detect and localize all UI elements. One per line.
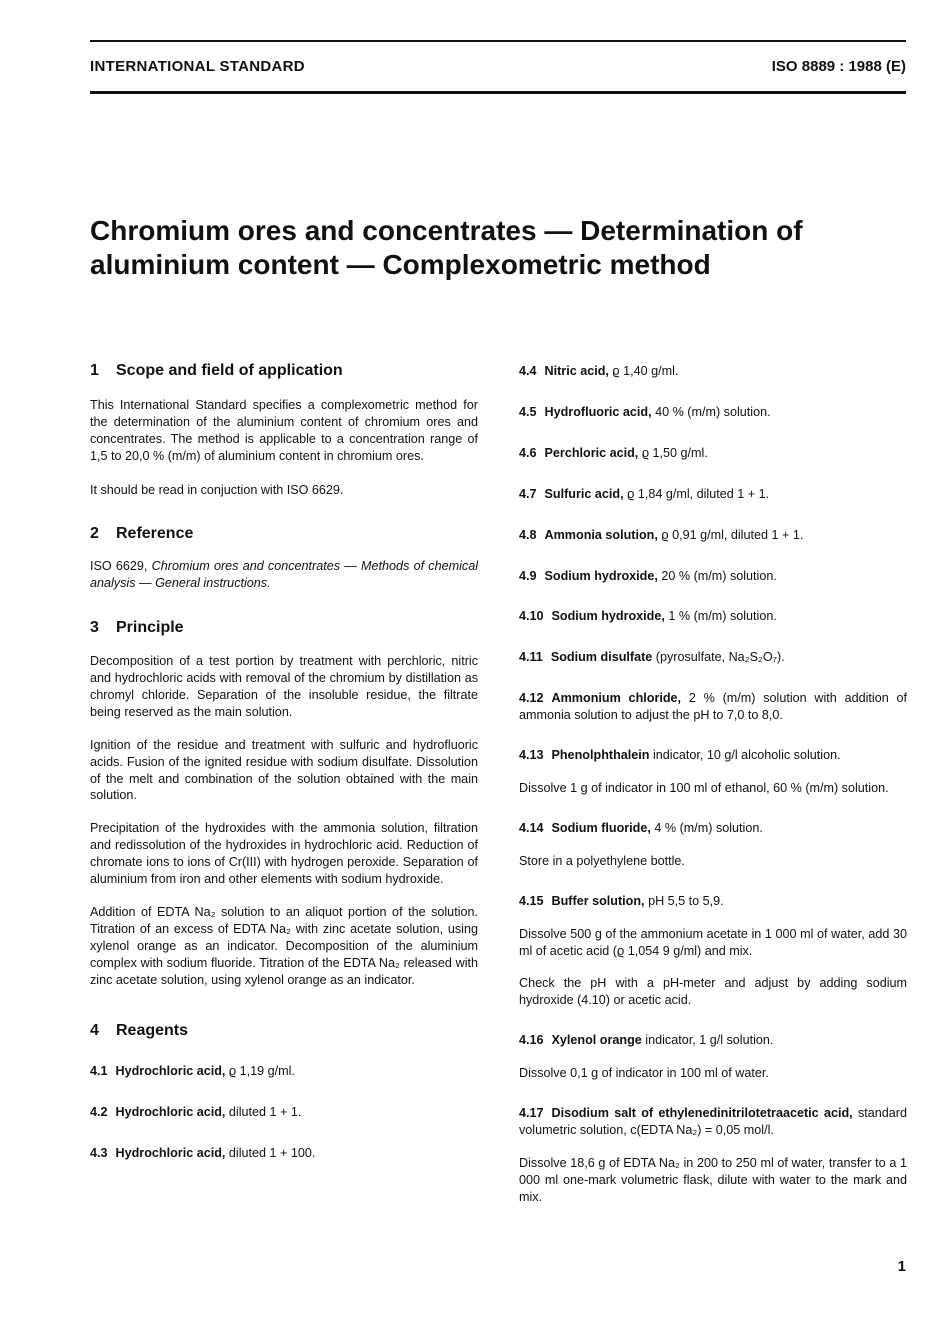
reagent-item: 4.12 Ammonium chloride, 2 % (m/m) solution with addition of ammonia solution to adjust the pH to 7,0 to 8,0.	[519, 691, 907, 723]
reagent-note: Dissolve 1 g of indicator in 100 ml of ethanol, 60 % (m/m) solution.	[519, 780, 889, 795]
reagent-item: 4.9 Sodium hydroxide, 20 % (m/m) solution.	[519, 568, 777, 583]
right-column	[519, 363, 907, 1206]
principle-paragraph-4: Addition of EDTA Na₂ solution to an aliquot portion of the solution. Titration of an excess of EDTA Na₂ with zinc acetate solution, using xylenol orange as an indicator. Decomposition of the aluminium complex with sodium fluoride. Titration of the EDTA Na₂ released with zinc acetate solution, using xylenol orange as an indicator.	[90, 904, 478, 987]
principle-paragraph-1: Decomposition of a test portion by treatment with perchloric, nitric and hydrochloric acids with removal of the chromium by distillation as chromyl chloride. Separation of the insoluble residue, the filtrate being reserved as the main solution.	[90, 654, 478, 719]
scope-paragraph: This International Standard specifies a complexometric method for the determination of the aluminium content of chromium ores and concentrates. The method is applicable to a concentration range of 1,5 to 20,0 % (m/m) of aluminium content in chromium ores.	[90, 397, 478, 463]
reagent-note: Dissolve 18,6 g of EDTA Na₂ in 200 to 250 ml of water, transfer to a 1 000 ml one-mark volumetric flask, dilute with water to the mark and mix.	[519, 1155, 907, 1204]
left-column	[90, 363, 478, 1162]
reagent-item: 4.4 Nitric acid, ϱ 1,40 g/ml.	[519, 364, 679, 378]
reagent-item: 4.17 Disodium salt of ethylenedinitrilotetraacetic acid, standard volumetric solution, c(EDTA Na₂) = 0,05 mol/l.	[519, 1106, 907, 1137]
reagent-item: 4.13 Phenolphthalein indicator, 10 g/l alcoholic solution.	[519, 748, 841, 763]
document-title	[90, 214, 890, 282]
reagent-item: 4.8 Ammonia solution, ϱ 0,91 g/ml, diluted 1 + 1.	[519, 527, 804, 542]
reagent-item: 4.7 Sulfuric acid, ϱ 1,84 g/ml, diluted 1 + 1.	[519, 486, 770, 501]
reagent-note: Dissolve 500 g of the ammonium acetate in 1 000 ml of water, add 30 ml of acetic acid (ϱ 1,054 9 g/ml) and mix.	[519, 926, 907, 958]
scope-paragraph-2: It should be read in conjuction with ISO 6629.	[90, 482, 344, 497]
reagent-item: 4.16 Xylenol orange indicator, 1 g/l solution.	[519, 1033, 774, 1048]
header-top-rule	[90, 40, 906, 42]
reagent-note: Dissolve 0,1 g of indicator in 100 ml of water.	[519, 1066, 769, 1081]
header-bottom-rule	[90, 91, 906, 94]
page-number: 1	[897, 1258, 906, 1275]
reagent-item: 4.10 Sodium hydroxide, 1 % (m/m) solution.	[519, 609, 777, 624]
header-standard-type: INTERNATIONAL STANDARD	[90, 58, 305, 75]
reagent-item: 4.5 Hydrofluoric acid, 40 % (m/m) solution.	[519, 404, 771, 419]
reference-title: Chromium ores and concentrates — Methods of chemical analysis — General instructions.	[90, 559, 478, 591]
reagent-note: Check the pH with a pH-meter and adjust by adding sodium hydroxide (4.10) or acetic acid.	[519, 976, 907, 1008]
section-heading-scope: 1 Scope and field of application	[90, 362, 343, 379]
title-line-2: aluminium content — Complexometric method	[90, 249, 711, 280]
reference-paragraph: ISO 6629, Chromium ores and concentrates — Methods of chemical analysis — General instructions.	[90, 559, 478, 591]
principle-paragraph-3: Precipitation of the hydroxides with the ammonia solution, filtration and redissolution of the hydroxides in hydrochloric acid. Reduction of chromate ions to ions of Cr(III) with hydrogen peroxide. Separation of aluminium from iron and other elements with sodium hydroxide.	[90, 821, 478, 887]
reagent-item: 4.14 Sodium fluoride, 4 % (m/m) solution.	[519, 820, 763, 835]
section-heading-reagents: 4 Reagents	[90, 1022, 189, 1040]
reagent-item: 4.6 Perchloric acid, ϱ 1,50 g/ml.	[519, 445, 708, 460]
reagent-item: 4.15 Buffer solution, pH 5,5 to 5,9.	[519, 893, 724, 908]
reagent-item: 4.1 Hydrochloric acid, ϱ 1,19 g/ml.	[90, 1064, 295, 1079]
section-heading-reference: 2 Reference	[90, 525, 194, 543]
title-line-1: Chromium ores and concentrates — Determination of	[90, 215, 803, 246]
reagent-note: Store in a polyethylene bottle.	[519, 853, 685, 868]
header-standard-number: ISO 8889 : 1988 (E)	[771, 58, 906, 75]
principle-paragraph-2: Ignition of the residue and treatment with sulfuric and hydrofluoric acids. Fusion of the ignited residue with sodium disulfate. Dissolution of the melt and combination of the solution obtained with the main solution.	[90, 737, 478, 803]
reagent-item: 4.3 Hydrochloric acid, diluted 1 + 100.	[90, 1146, 316, 1161]
reagent-item: 4.11 Sodium disulfate (pyrosulfate, Na₂S₂O₇).	[519, 650, 785, 665]
reagent-item: 4.2 Hydrochloric acid, diluted 1 + 1.	[90, 1105, 302, 1120]
section-heading-principle: 3 Principle	[90, 619, 184, 637]
